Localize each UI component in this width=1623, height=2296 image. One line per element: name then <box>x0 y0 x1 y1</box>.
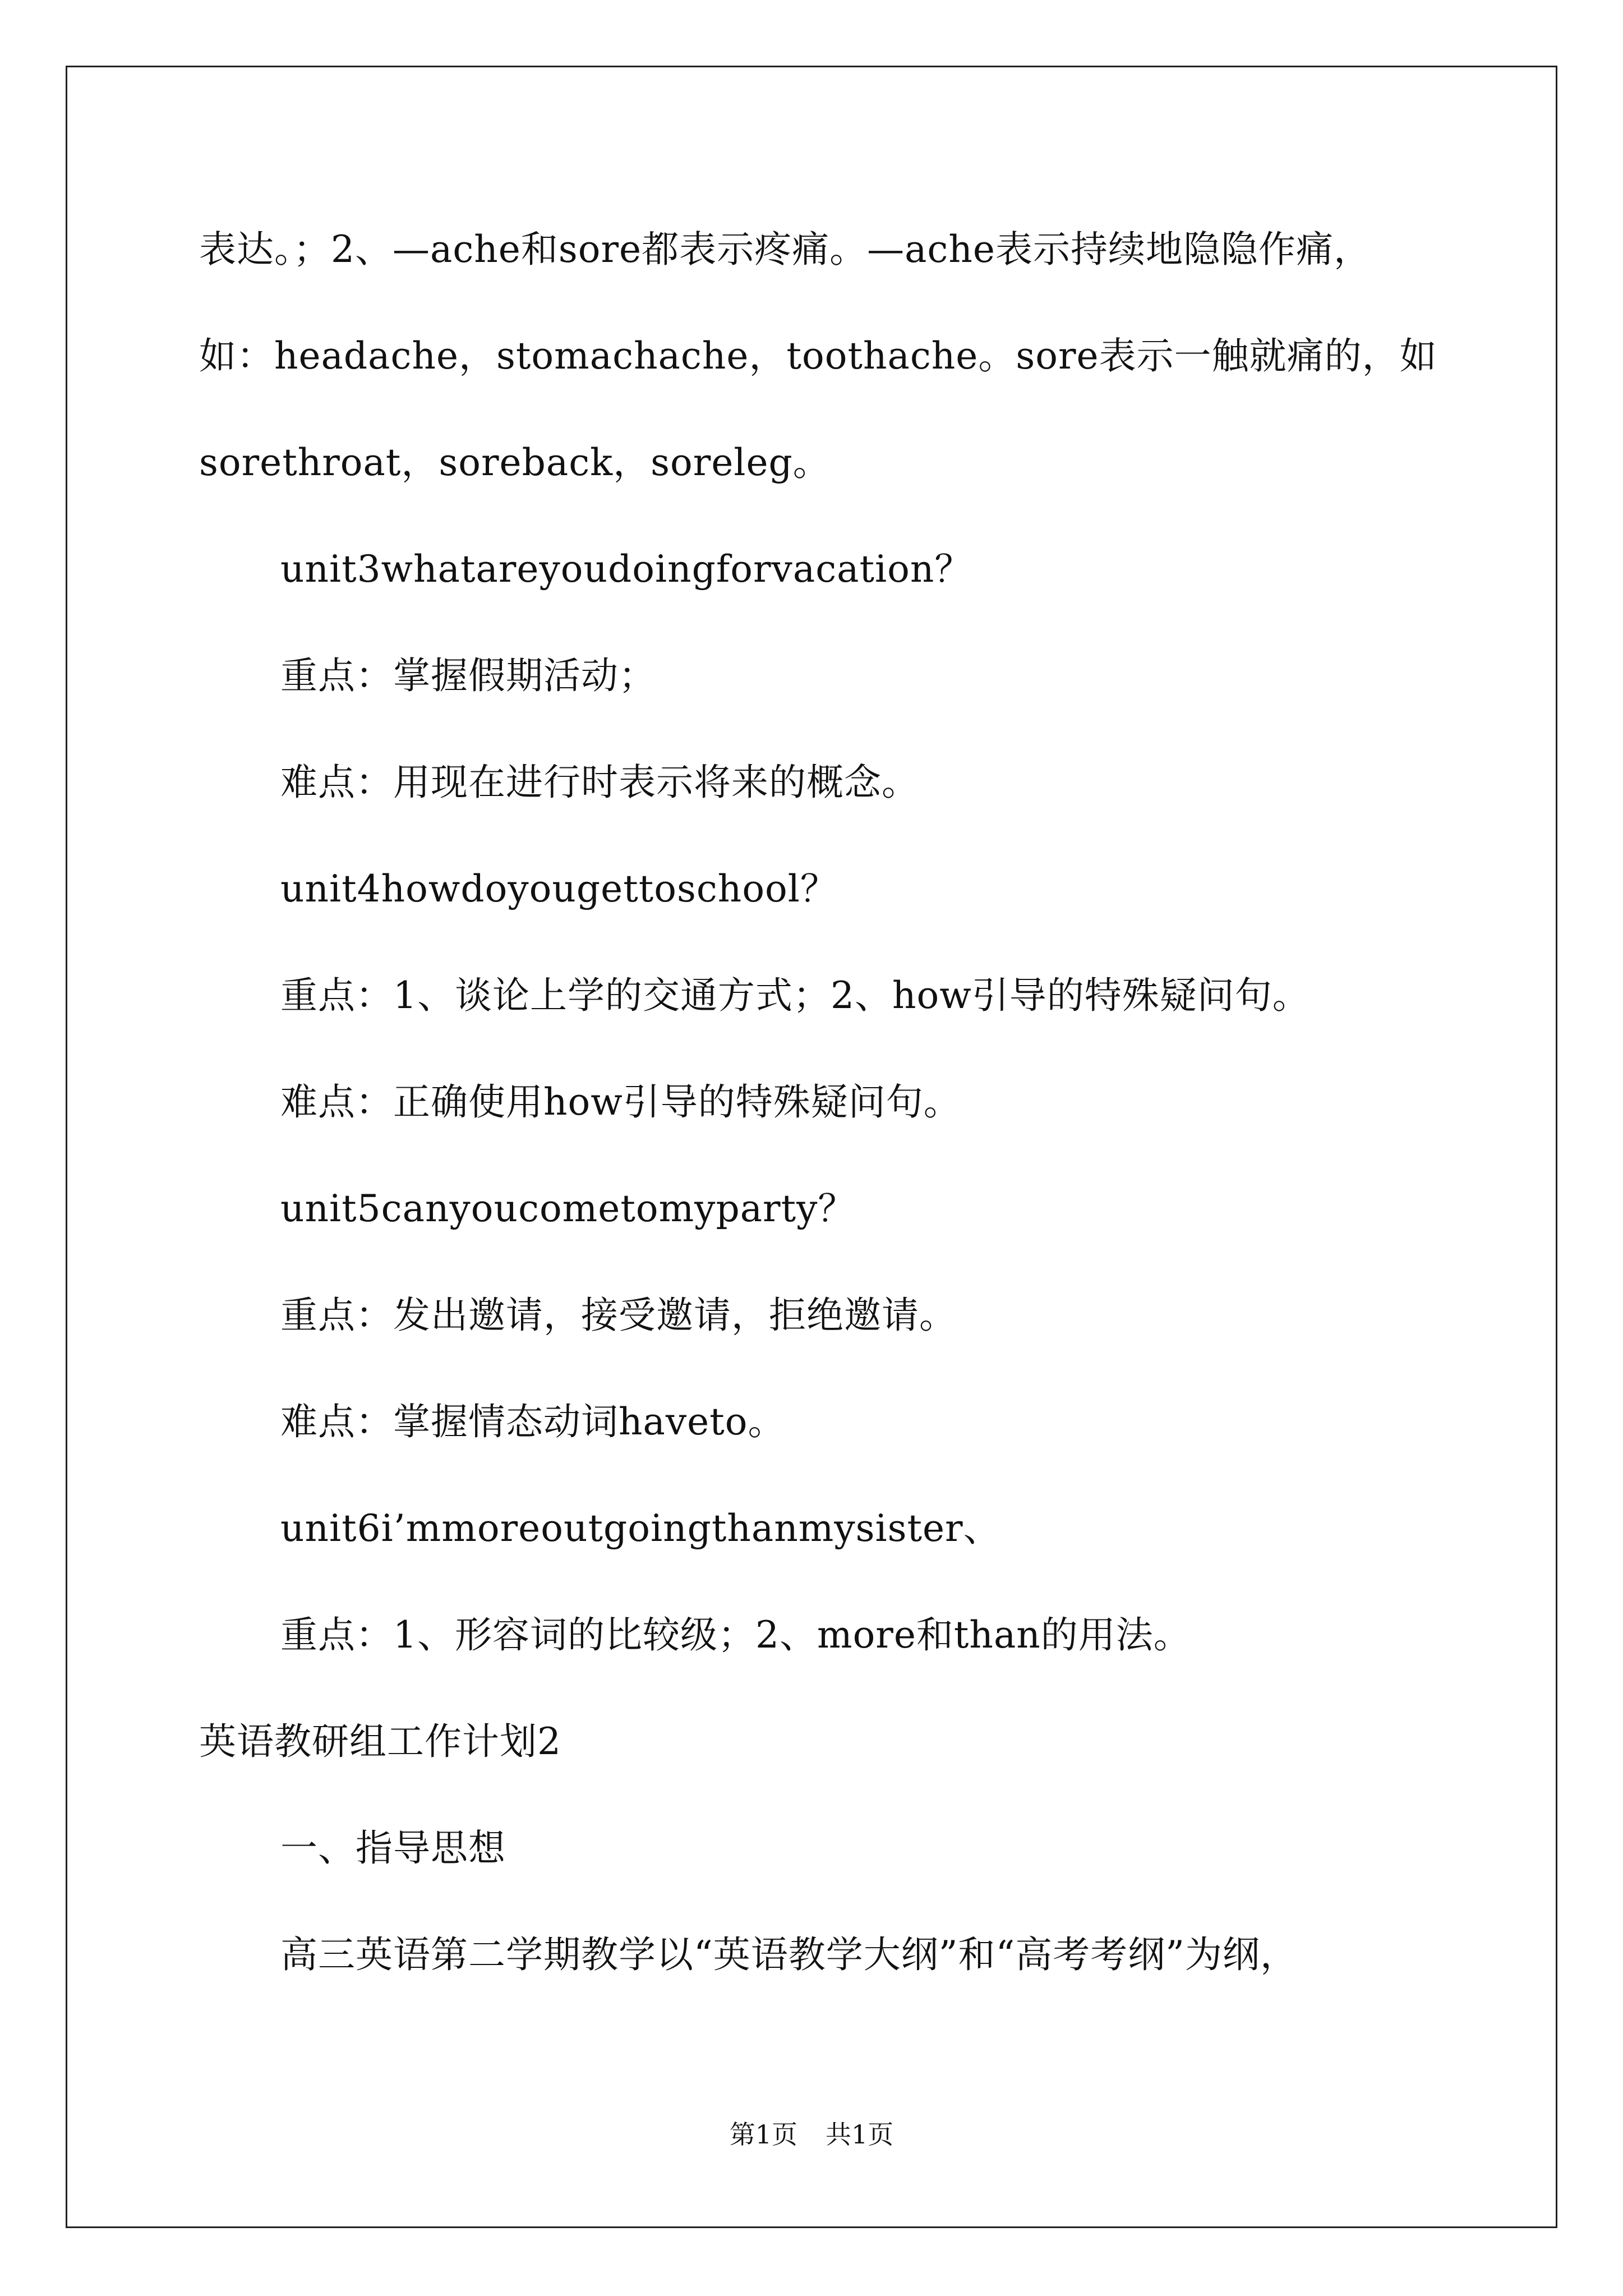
unit-heading: unit6i’mmoreoutgoingthanmysister、 <box>280 1507 1001 1550</box>
page-number-total: 共1页 <box>826 2119 894 2150</box>
key-point-line: 重点：掌握假期活动； <box>280 654 656 697</box>
key-point-line: 重点：发出邀请，接受邀请，拒绝邀请。 <box>280 1294 957 1337</box>
unit-heading: unit5canyoucometomyparty？ <box>280 1187 856 1230</box>
key-point-line: 重点：1、形容词的比较级；2、more和than的用法。 <box>280 1613 1191 1657</box>
page-frame <box>66 66 1557 2228</box>
paragraph-line: 如：headache，stomachache，toothache。sore表示一触就痛的，如 <box>199 334 1437 378</box>
difficulty-line: 难点：用现在进行时表示将来的概念。 <box>280 761 919 804</box>
key-point-line: 重点：1、谈论上学的交通方式；2、how引导的特殊疑问句。 <box>280 974 1310 1017</box>
difficulty-line: 难点：正确使用how引导的特殊疑问句。 <box>280 1080 961 1124</box>
unit-heading: unit4howdoyougettoschool？ <box>280 867 838 910</box>
page-footer <box>0 2118 1623 2151</box>
unit-heading: unit3whatareyoudoingforvacation？ <box>280 547 972 591</box>
section-heading: 一、指导思想 <box>280 1826 506 1870</box>
page-number-current: 第1页 <box>729 2119 797 2150</box>
difficulty-line: 难点：掌握情态动词haveto。 <box>280 1400 786 1443</box>
paragraph-line: sorethroat，soreback，soreleg。 <box>199 441 831 484</box>
section-title: 英语教研组工作计划2 <box>199 1720 561 1763</box>
paragraph-line: 表达。；2、—ache和sore都表示疼痛。—ache表示持续地隐隐作痛， <box>199 228 1371 271</box>
paragraph-line: 高三英语第二学期教学以“英语教学大纲”和“高考考纲”为纲， <box>280 1933 1298 1976</box>
